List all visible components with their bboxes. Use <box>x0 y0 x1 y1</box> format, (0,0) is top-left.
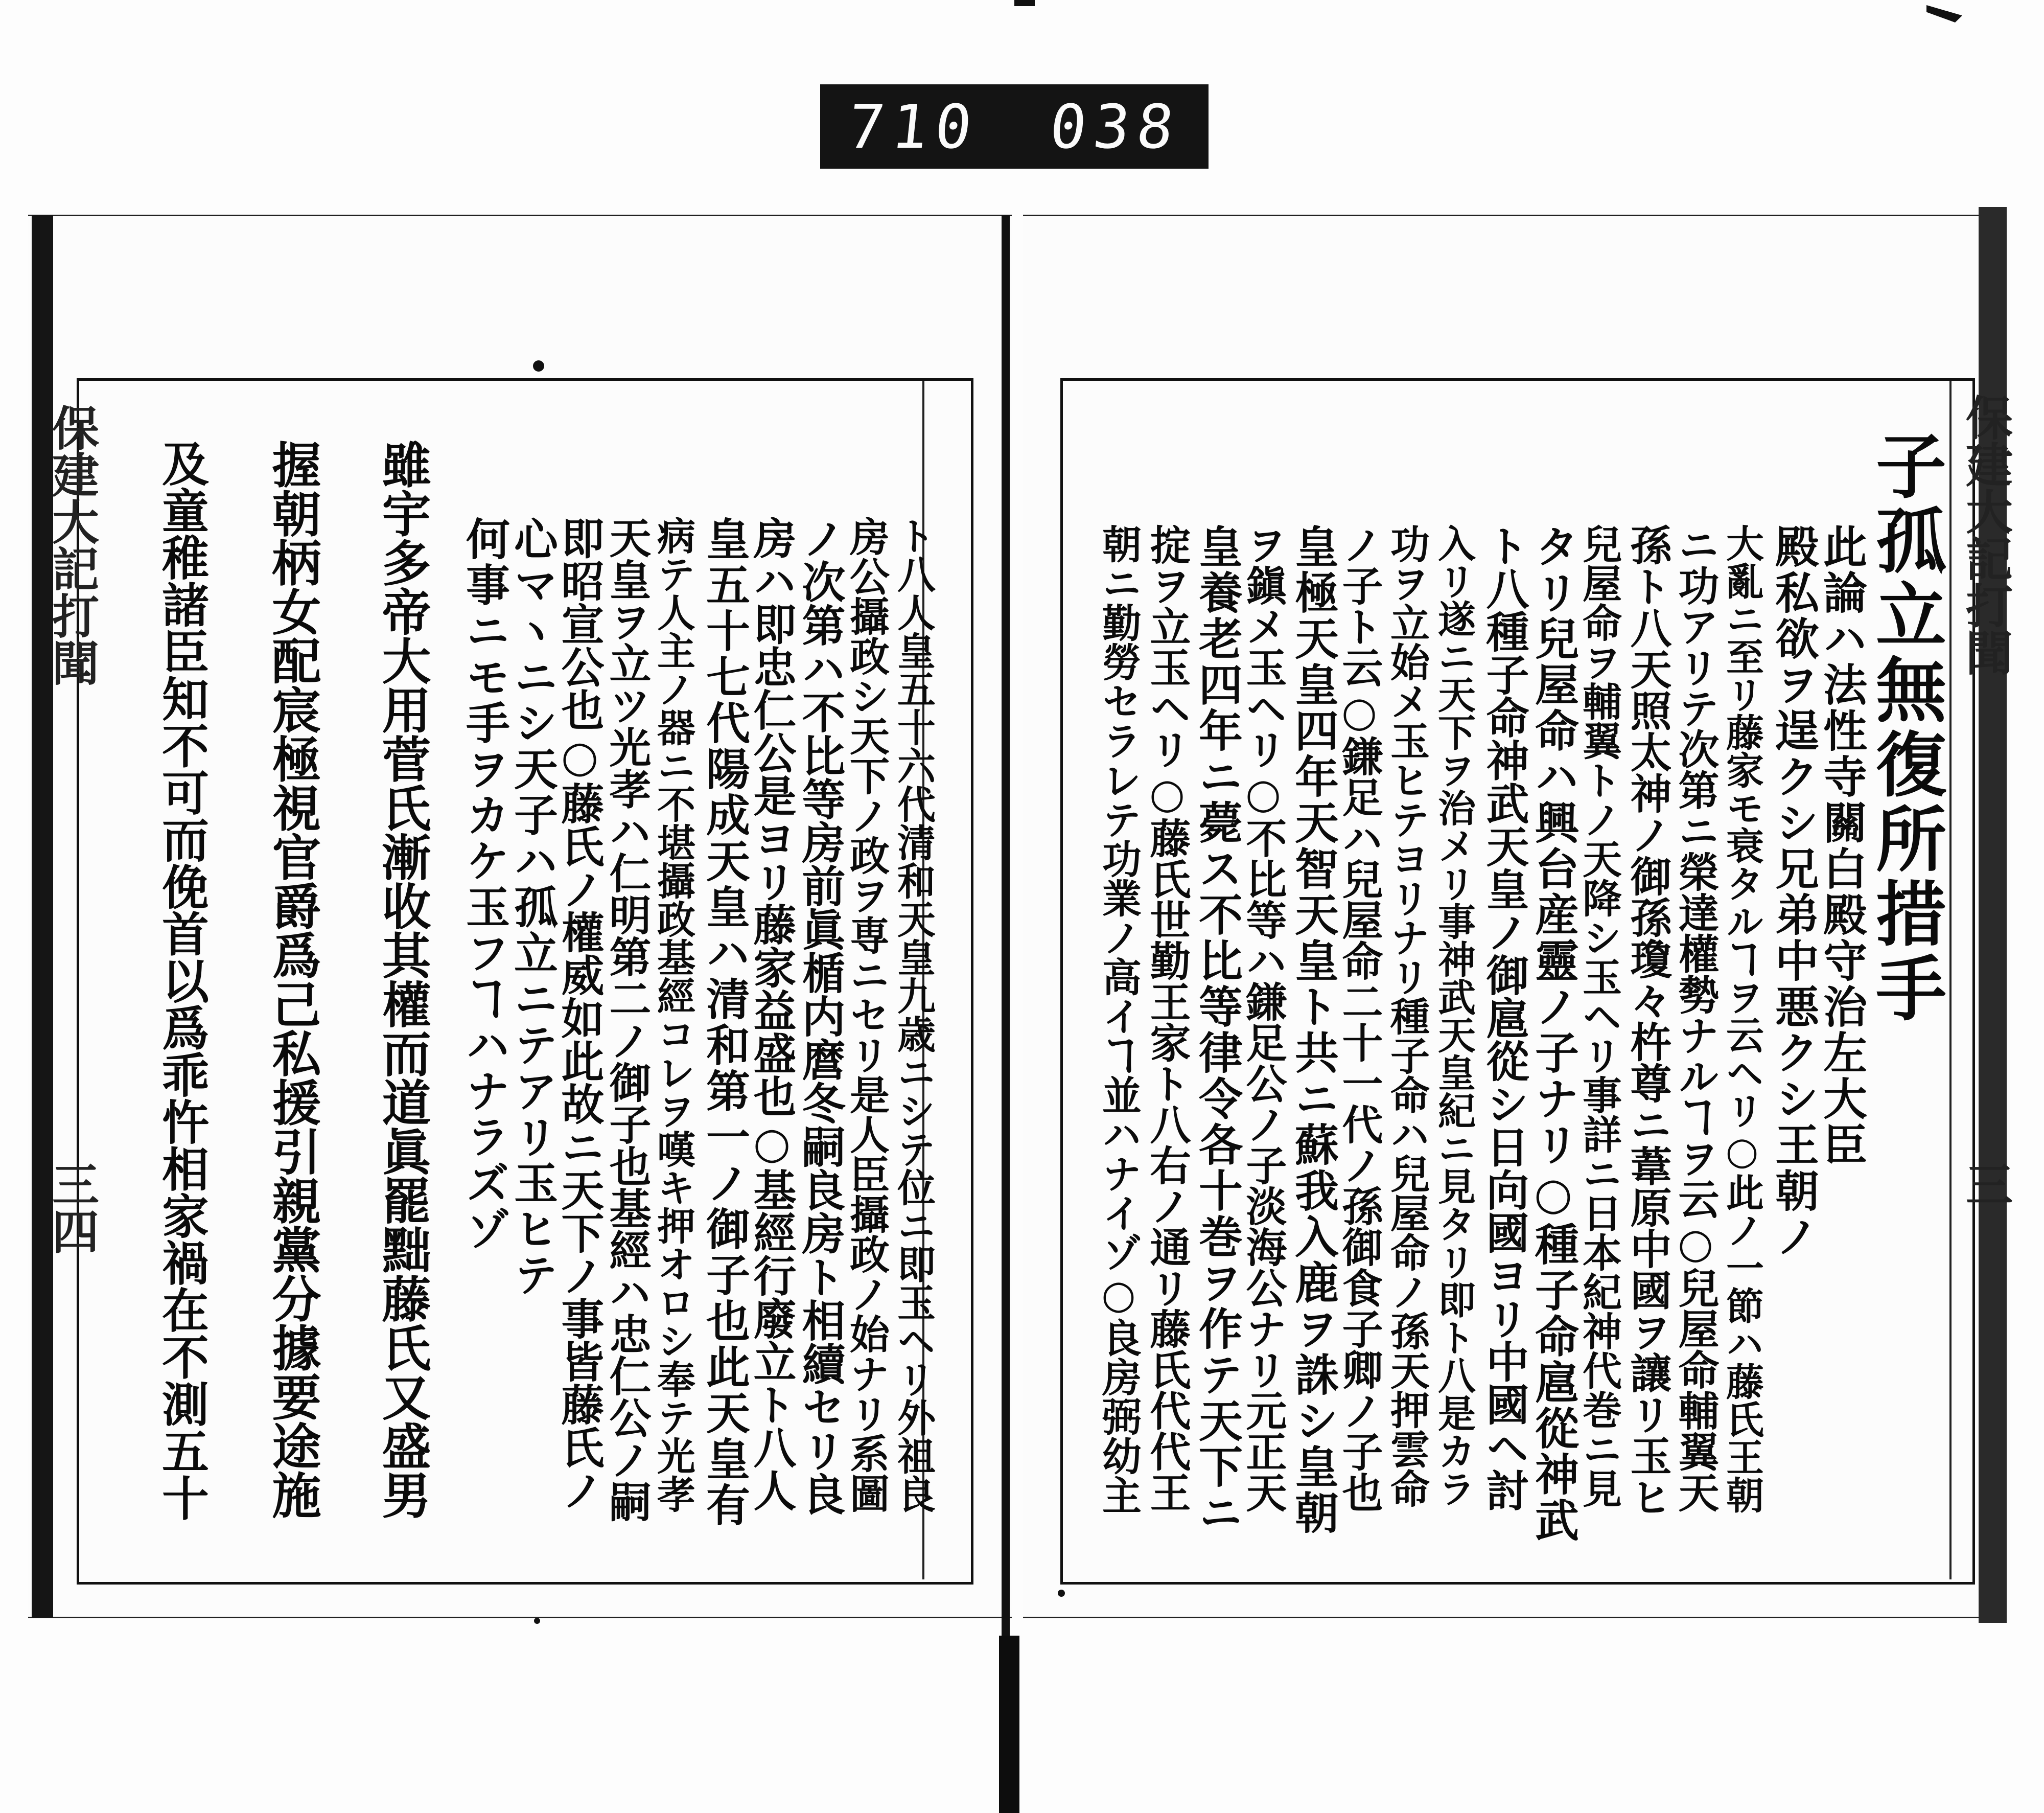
left-text-column-1: ト八人皇五十六代清和天皇九歳ニシテ位ニ即玉ヘリ外祖良 <box>891 516 936 1513</box>
right-text-column-13: ヲ鎭メ玉ヘリ○不比等ハ鎌足公ノ子淡海公ナリ元正天 <box>1239 524 1287 1512</box>
left-text-column-4: 房ハ即忠仁公是ヨリ藤家益盛也○基經行廢立ト八人 <box>747 516 797 1511</box>
right-text-column-12: 皇極天皇四年天智天皇ト共ニ蘇我入鹿ヲ誅シ皇朝 <box>1287 524 1339 1536</box>
left-text-column-8: 即昭宣公也○藤氏ノ權威如此故ニ天下ノ事皆藤氏ノ <box>554 516 605 1511</box>
right-inner-rule <box>1949 381 1952 1579</box>
right-text-column-7: タリ兒屋命ハ興台産靈ノ子ナリ○種子命扈從神武 <box>1527 524 1579 1544</box>
left-text-column-5: 皇五十七代陽成天皇ハ清和第一ノ御子也此天皇有 <box>699 516 750 1528</box>
right-text-column-10: 功ヲ立始メ玉ヒテヨリナリ種子命ハ兒屋命ノ孫天押雲命 <box>1384 524 1430 1508</box>
right-text-column-3: 大亂ニ至リ藤家モ衰タルヿヲ云ヘリ○此ノ一節ハ藤氏王朝 <box>1720 524 1764 1513</box>
right-text-column-8: ト八種子命神武天皇ノ御扈從シ日向國ヨリ中國ヘ討 <box>1479 524 1530 1511</box>
left-running-head: 保建大記打聞 <box>44 404 100 686</box>
left-main-text-column-1: 雖宇多帝大用菅氏漸收其權而道眞罷黜藤氏又盛男 <box>374 440 432 1519</box>
spine-tab <box>999 1636 1019 1813</box>
left-text-column-2: 房公攝政シ天下ノ政ヲ専ニセリ是人臣攝政ノ始ナリ系圖 <box>843 516 890 1513</box>
right-text-column-14: 皇養老四年ニ薨ス不比等律令各十巻ヲ作テ天下ニ <box>1191 524 1243 1536</box>
right-text-column-9: 入リ遂ニ天下ヲ治メリ事神武天皇紀ニ見タリ即ト八是カラ <box>1432 524 1476 1507</box>
right-text-column-16: 朝ニ勤勞セラレテ功業ノ高イヿ並ハナイゾ○良房弼幼主 <box>1096 524 1142 1514</box>
right-text-column-4: ニ功アリテ次第ニ榮達權勢ナルヿヲ云○兒屋命輔翼天 <box>1671 524 1720 1512</box>
left-text-column-9: 心マヽニシ天子ハ孤立ニテアリ玉ヒテ <box>506 516 558 1298</box>
right-running-head: 保建大記打聞 <box>1958 394 2013 676</box>
book-spine <box>1002 215 1010 1813</box>
left-text-column-3: ノ次第ハ不比等房前眞楯内麿冬嗣良房ト相續セリ良 <box>795 516 846 1516</box>
archive-code-right: 038 <box>1046 91 1184 162</box>
left-main-text-column-3: 及童稚諸臣知不可而俛首以爲乖忤相家禍在不測五十 <box>154 440 210 1521</box>
scan-corner-mark <box>1926 5 1962 22</box>
ink-spot <box>533 360 544 372</box>
ink-spot <box>1058 1590 1065 1597</box>
ink-spot <box>534 1618 540 1624</box>
right-text-column-15: 掟ヲ立玉ヘリ○藤氏世勤王家ト八右ノ通リ藤氏代代王 <box>1143 524 1191 1512</box>
archive-label <box>820 84 1209 169</box>
left-main-text-column-2: 握朝柄女配宸極視官爵爲己私援引親黨分據要途施 <box>264 440 322 1519</box>
right-text-column-1: 此論ハ法性寺關白殿守治左大臣 <box>1816 524 1867 1168</box>
left-margin-page-number: 三四 <box>44 1160 100 1254</box>
scan-top-mark <box>1014 0 1035 6</box>
right-text-column-11: ノ子ト云○鎌足ハ兒屋命二十一代ノ孫御食子卿ノ子也 <box>1335 524 1383 1512</box>
right-text-column-5: 孫ト八天照太神ノ御孫瓊々杵尊ニ葦原中國ヲ讓リ玉ヒ <box>1623 524 1672 1518</box>
left-text-column-7: 天皇ヲ立ツ光孝ハ仁明第二ノ御子也基經ハ忠仁公ノ嗣 <box>602 516 652 1522</box>
right-margin-page-number: 三 <box>1958 1160 2013 1207</box>
left-text-column-6: 病テ人主ノ器ニ不堪攝政基經コレヲ嘆キ押オロシ奉テ光孝 <box>651 516 696 1513</box>
left-text-column-10: 何事ニモ手ヲカケ玉フヿハナラズゾ <box>458 516 510 1252</box>
right-text-column-6: 兒屋命ヲ輔翼トノ天降シ玉ヘリ事詳ニ日本紀神代巻ニ見 <box>1576 524 1622 1508</box>
section-title: 子孤立無復所措手 <box>1864 429 1947 1026</box>
right-text-column-2: 殿私欲ヲ逞クシ兄弟中悪クシ王朝ノ <box>1768 524 1819 1260</box>
archive-code-left: 710 <box>844 91 983 162</box>
